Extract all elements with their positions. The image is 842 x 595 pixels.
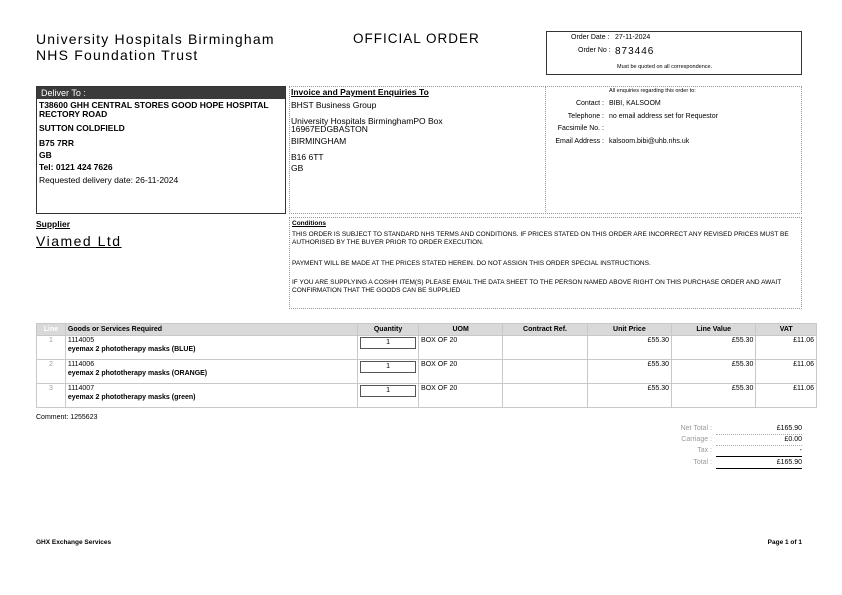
conditions-para2: PAYMENT WILL BE MADE AT THE PRICES STATED HEREIN. DO NOT ASSIGN THIS ORDER SPECIAL INSTRUCTIONS. <box>292 260 651 267</box>
line-value-cell: £55.30 <box>672 336 756 360</box>
quantity-value: 1 <box>360 337 416 349</box>
quantity-cell <box>358 336 419 360</box>
order-date: 27-11-2024 <box>615 34 651 41</box>
goods-cell <box>65 336 357 360</box>
col-unit-price: Unit Price <box>587 324 671 336</box>
uom-cell: BOX OF 20 <box>419 360 503 384</box>
deliver-telephone: Tel: 0121 424 7626 <box>39 162 113 172</box>
conditions-heading: Conditions <box>292 220 326 227</box>
telephone-label: Telephone : <box>567 113 604 120</box>
total-rule <box>716 468 802 469</box>
carriage-rule <box>716 445 802 446</box>
item-description: eyemax 2 phototherapy masks (ORANGE) <box>67 370 208 377</box>
item-code: 1114005 <box>67 337 95 344</box>
col-vat: VAT <box>756 324 817 336</box>
deliver-postcode: B75 7RR <box>39 138 74 148</box>
uom-cell: BOX OF 20 <box>419 384 503 408</box>
line-number: 2 <box>37 360 66 384</box>
footer-left: GHX Exchange Services <box>36 539 112 546</box>
table-header-row <box>37 324 817 336</box>
col-line: Line <box>37 324 66 336</box>
line-number: 3 <box>37 384 66 408</box>
quantity-value: 1 <box>360 361 416 373</box>
invoice-postcode: B16 6TT <box>291 152 324 162</box>
col-line-value: Line Value <box>672 324 756 336</box>
email-label: Email Address : <box>555 138 604 145</box>
item-description: eyemax 2 phototherapy masks (BLUE) <box>67 346 196 353</box>
item-description: eyemax 2 phototherapy masks (green) <box>67 394 196 401</box>
trust-name-line1: University Hospitals Birmingham <box>36 31 275 47</box>
table-row <box>37 360 817 384</box>
table-row <box>37 336 817 360</box>
order-date-label: Order Date : <box>571 34 610 41</box>
tax-rule <box>716 456 802 457</box>
quantity-cell <box>358 360 419 384</box>
item-code: 1114006 <box>67 361 95 368</box>
divider <box>545 86 547 214</box>
net-total-rule <box>716 434 802 435</box>
conditions-para3: IF YOU ARE SUPPLYING A COSHH ITEM(S) PLEASE EMAIL THE DATA SHEET TO THE PERSON NAMED ABOVE RIGHT ON THIS PURCHASE ORDER AND AWAIT CONFIRMATION THAT THE GOODS CAN BE SUPPLIED <box>292 279 782 294</box>
facsimile-label: Facsimile No. : <box>557 125 604 132</box>
deliver-country: GB <box>39 150 52 160</box>
net-total-value: £165.90 <box>776 425 802 432</box>
uom-cell: BOX OF 20 <box>419 336 503 360</box>
unit-price-cell: £55.30 <box>587 384 671 408</box>
telephone-value: no email address set for Requestor <box>609 113 718 120</box>
invoice-country: GB <box>291 163 304 173</box>
net-total-label: Net Total : <box>680 425 712 432</box>
contract-ref-cell <box>503 336 587 360</box>
unit-price-cell: £55.30 <box>587 336 671 360</box>
col-uom: UOM <box>419 324 503 336</box>
email-value[interactable]: kalsoom.bibi@uhb.nhs.uk <box>609 138 690 145</box>
vat-cell: £11.06 <box>756 336 817 360</box>
item-code: 1114007 <box>67 385 95 392</box>
correspondence-note: Must be quoted on all correspondence. <box>617 64 713 70</box>
conditions-box <box>289 217 802 309</box>
document-title: OFFICIAL ORDER <box>353 31 480 46</box>
deliver-address-line1: T38600 GHH CENTRAL STORES GOOD HOPE HOSPITAL RECTORY ROAD <box>39 100 269 119</box>
unit-price-cell: £55.30 <box>587 360 671 384</box>
carriage-label: Carriage : <box>681 436 712 443</box>
goods-cell <box>65 384 357 408</box>
goods-cell <box>65 360 357 384</box>
order-number: 873446 <box>615 46 655 57</box>
total-value: £165.90 <box>776 459 802 466</box>
order-comment: Comment: 1255623 <box>36 414 98 421</box>
invoice-line2: University Hospitals BirminghamPO Box <box>291 116 443 126</box>
invoice-heading: Invoice and Payment Enquiries To <box>291 87 429 97</box>
invoice-line4: BIRMINGHAM <box>291 136 347 146</box>
carriage-value: £0.00 <box>784 436 802 443</box>
tax-label: Tax : <box>697 447 712 454</box>
table-row <box>37 384 817 408</box>
line-number: 1 <box>37 336 66 360</box>
contact-name: BIBI, KALSOOM <box>609 100 661 107</box>
contact-label: Contact : <box>575 100 604 107</box>
deliver-address-line2: SUTTON COLDFIELD <box>39 123 125 133</box>
tax-value: - <box>799 447 802 454</box>
supplier-heading: Supplier <box>36 219 71 229</box>
col-contract-ref: Contract Ref. <box>503 324 587 336</box>
trust-name-line2: NHS Foundation Trust <box>36 47 199 63</box>
deliver-to-box <box>36 86 286 214</box>
vat-cell: £11.06 <box>756 384 817 408</box>
invoice-line3: 16967EDGBASTON <box>291 124 368 134</box>
col-goods: Goods or Services Required <box>65 324 357 336</box>
conditions-para1: THIS ORDER IS SUBJECT TO STANDARD NHS TERMS AND CONDITIONS. IF PRICES STATED ON THIS ORDER ARE INCORRECT ANY REVISED PRICES MUST BE AUTHORISED BY THE BUYER PRIOR TO ORDER EXECUTION. <box>292 231 789 246</box>
quantity-cell <box>358 384 419 408</box>
supplier-name: Viamed Ltd <box>36 233 122 249</box>
order-info-box <box>546 31 802 75</box>
invoice-line1: BHST Business Group <box>291 100 377 110</box>
total-label: Total : <box>693 459 712 466</box>
requested-delivery-date: Requested delivery date: 26-11-2024 <box>39 175 179 185</box>
page-number: Page 1 of 1 <box>767 539 802 546</box>
order-no-label: Order No : <box>578 47 611 54</box>
line-value-cell: £55.30 <box>672 360 756 384</box>
contract-ref-cell <box>503 384 587 408</box>
col-quantity: Quantity <box>358 324 419 336</box>
enquiries-note: All enquiries regarding this order to: <box>609 88 696 94</box>
vat-cell: £11.06 <box>756 360 817 384</box>
order-lines-table <box>36 323 817 408</box>
quantity-value: 1 <box>360 385 416 397</box>
deliver-to-heading: Deliver To : <box>37 87 285 99</box>
line-value-cell: £55.30 <box>672 384 756 408</box>
contract-ref-cell <box>503 360 587 384</box>
